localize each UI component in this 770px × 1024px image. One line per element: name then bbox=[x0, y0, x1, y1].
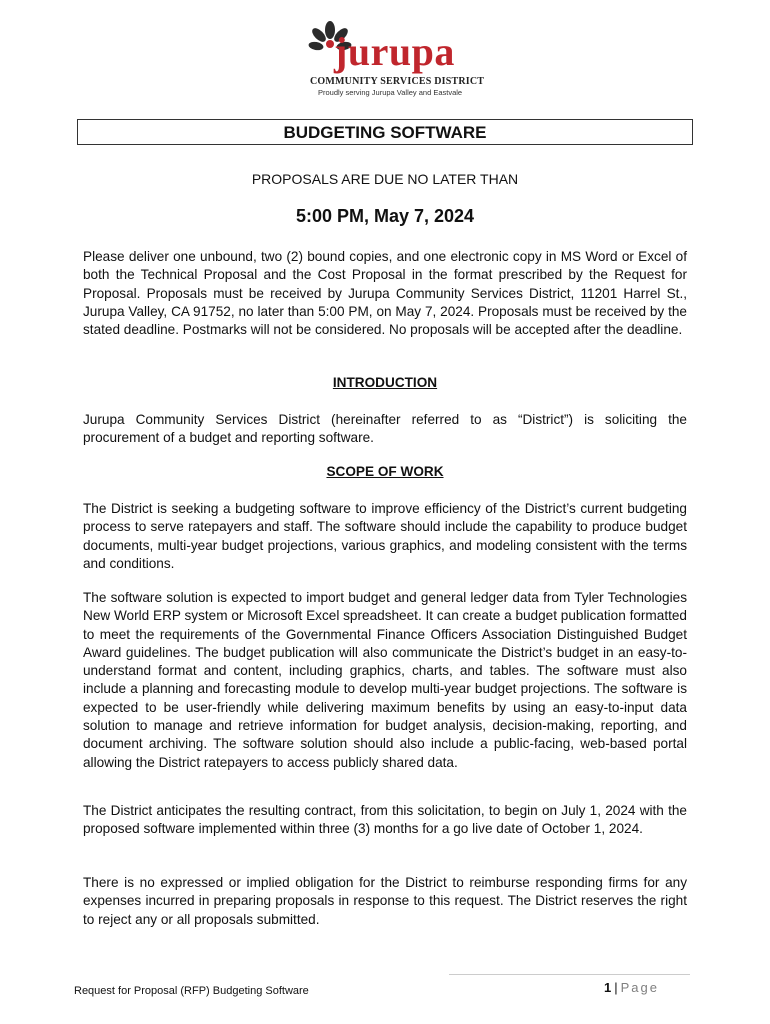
document-title: BUDGETING SOFTWARE bbox=[77, 119, 693, 145]
introduction-heading: INTRODUCTION bbox=[332, 375, 438, 390]
introduction-paragraph: Jurupa Community Services District (hereinafter referred to as “District”) is soliciting the procurement of a budget and reporting software. bbox=[83, 412, 687, 446]
scope-heading: SCOPE OF WORK bbox=[326, 464, 444, 479]
scope-paragraph: The District is seeking a budgeting software to improve efficiency of the District’s current budgeting process to serve ratepayers and staff. The software should include the capability to produce budget documents, multi-year budget projections, various graphics, and modeling consistent with the terms and conditions. bbox=[83, 501, 687, 571]
page-indicator bbox=[604, 980, 659, 995]
logo-wordmark: jurupa bbox=[334, 29, 455, 74]
scope-paragraph: The software solution is expected to import budget and general ledger data from Tyler Technologies New World ERP system or Microsoft Excel spreadsheet. It can create a budget publication formatted to meet the requirements of the Governmental Finance Officers Association Distinguished Budget Award guidelines. The budget publication will also communicate the District’s budget in an easy-to-understand format and content, including graphics, charts, and tables. The software must also include a planning and forecasting module to develop multi-year budget projections. The software is expected to be user-friendly while delivering maximum benefits by using an easy-to-input data solution to manage and retrieve information for budget analysis, decision-making, reporting, and document archiving. The software solution should also include a public-facing, web-based portal allowing the District ratepayers to access publicly shared data. bbox=[83, 590, 687, 770]
logo-district-name: COMMUNITY SERVICES DISTRICT bbox=[310, 76, 485, 87]
delivery-paragraph: Please deliver one unbound, two (2) bound copies, and one electronic copy in MS Word or Excel of both the Technical Proposal and the Cost Proposal in the format prescribed by the Request for Proposal. Proposals must be received by Jurupa Community Services District, 11201 Harrel St., Jurupa Valley, CA 91752, no later than 5:00 PM, on May 7, 2024. Proposals must be received by the stated deadline. Postmarks will not be considered. No proposals will be accepted after the deadline. bbox=[83, 249, 687, 338]
district-logo bbox=[300, 20, 485, 98]
footer-divider bbox=[449, 974, 690, 975]
page-word: Page bbox=[620, 980, 659, 995]
deadline: 5:00 PM, May 7, 2024 bbox=[295, 206, 475, 226]
footer-document-name: Request for Proposal (RFP) Budgeting Software bbox=[74, 985, 309, 997]
scope-paragraph: The District anticipates the resulting contract, from this solicitation, to begin on July 1, 2024 with the proposed software implemented within three (3) months for a go live date of October 1, 2024. bbox=[83, 803, 687, 837]
page-number: 1 bbox=[604, 980, 612, 995]
page-separator: | bbox=[614, 980, 618, 995]
logo-tagline: Proudly serving Jurupa Valley and Eastvale bbox=[318, 88, 463, 97]
scope-paragraph: There is no expressed or implied obligation for the District to reimburse responding firms for any expenses incurred in preparing proposals in response to this request. The District reserves the right to reject any or all proposals submitted. bbox=[83, 875, 687, 927]
due-label: PROPOSALS ARE DUE NO LATER THAN bbox=[251, 171, 519, 187]
